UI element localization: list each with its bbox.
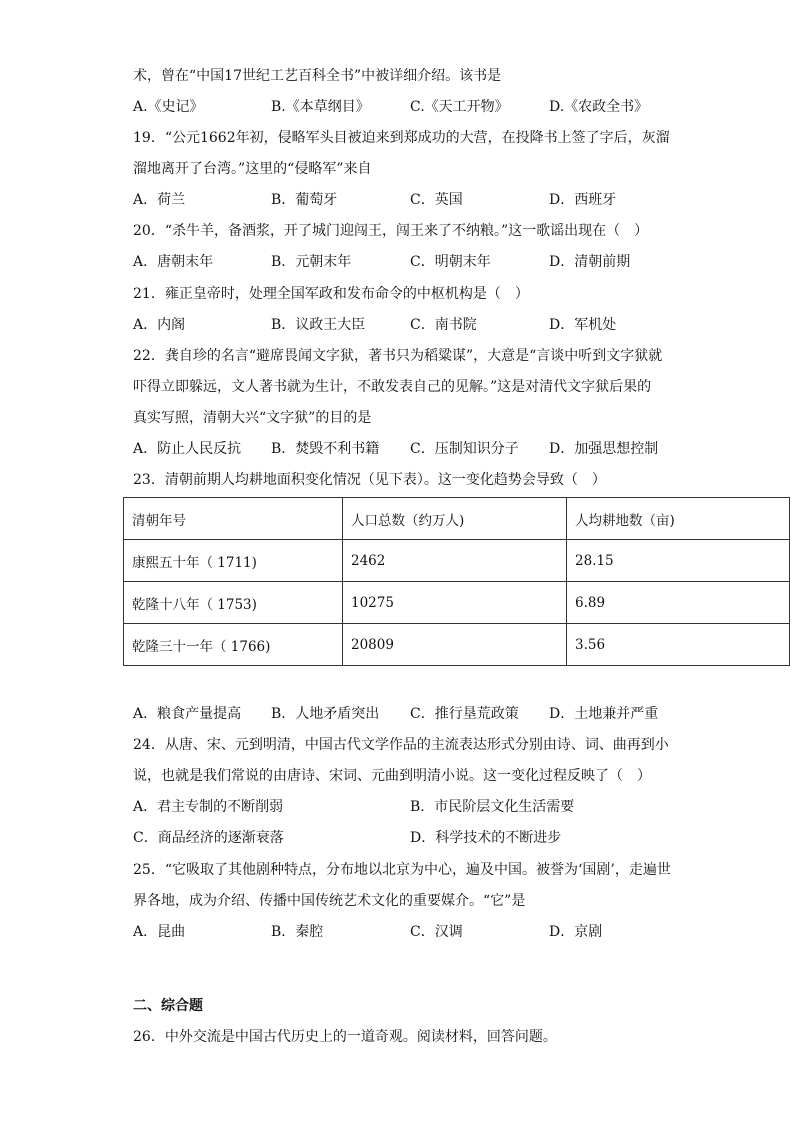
question-22-stem: 22．龚自珍的名言“避席畏闻文字狱，著书只为稻粱谋”，大意是“言谈中听到文字狱就 bbox=[133, 348, 663, 364]
option-a[interactable]: A．内阁 bbox=[133, 317, 186, 333]
option-a[interactable]: A．防止人民反抗 bbox=[133, 441, 242, 457]
option-c[interactable]: C．南书院 bbox=[410, 317, 477, 333]
table-cell: 康熙五十年（ 1711) bbox=[124, 540, 343, 582]
option-c[interactable]: C．汉调 bbox=[410, 924, 463, 940]
option-b[interactable]: B．葡萄牙 bbox=[271, 192, 338, 208]
question-25-stem: 25．“它吸取了其他剧种特点，分布地以北京为中心，遍及中国。被誉为‘国剧’，走遍世 bbox=[133, 862, 671, 878]
option-c[interactable]: C．英国 bbox=[410, 192, 463, 208]
question-18-stem-end: 术，曾在“中国17世纪工艺百科全书”中被详细介绍。该书是 bbox=[133, 68, 502, 84]
option-d[interactable]: D．清朝前期 bbox=[549, 254, 631, 270]
question-23-options bbox=[133, 704, 773, 724]
table-cell: 28.15 bbox=[567, 540, 790, 582]
option-d[interactable]: D．科学技术的不断进步 bbox=[410, 830, 562, 846]
question-19-options bbox=[133, 190, 773, 210]
question-19-stem-cont: 溜地离开了台湾。”这里的“侵略军”来自 bbox=[133, 161, 372, 177]
question-24-options-row1 bbox=[133, 797, 773, 817]
option-d[interactable]: D．土地兼并严重 bbox=[549, 706, 659, 722]
question-25-options bbox=[133, 922, 773, 942]
option-d[interactable]: D．京剧 bbox=[549, 924, 603, 940]
question-21-options bbox=[133, 315, 773, 335]
question-19-stem: 19．“公元1662年初，侵略军头目被迫来到郑成功的大营，在投降书上签了字后，灰溜 bbox=[133, 130, 670, 146]
option-a[interactable]: A.《史记》 bbox=[133, 99, 204, 115]
question-20-options bbox=[133, 252, 773, 272]
question-24-options-row2 bbox=[133, 828, 773, 848]
question-21-stem: 21．雍正皇帝时，处理全国军政和发布命令的中枢机构是（ ） bbox=[133, 286, 529, 302]
table-cell: 3.56 bbox=[567, 624, 790, 666]
table-header-cell: 人口总数（约万人) bbox=[343, 498, 567, 540]
table-cell: 乾隆十八年（ 1753) bbox=[124, 582, 343, 624]
option-d[interactable]: D.《农政全书》 bbox=[549, 99, 649, 115]
option-a[interactable]: A．荷兰 bbox=[133, 192, 186, 208]
table-row bbox=[124, 624, 790, 666]
option-c[interactable]: C.《天工开物》 bbox=[410, 99, 509, 115]
table-row bbox=[124, 540, 790, 582]
table-header-cell: 清朝年号 bbox=[124, 498, 343, 540]
question-24-stem-cont: 说，也就是我们常说的由唐诗、宋词、元曲到明清小说。这一变化过程反映了（ ） bbox=[133, 768, 651, 784]
option-a[interactable]: A．唐朝末年 bbox=[133, 254, 214, 270]
question-22-options bbox=[133, 439, 773, 459]
table-cell: 10275 bbox=[343, 582, 567, 624]
option-b[interactable]: B．元朝末年 bbox=[271, 254, 352, 270]
option-d[interactable]: D．西班牙 bbox=[549, 192, 617, 208]
question-22-stem-end: 真实写照，清朝大兴“文字狱”的目的是 bbox=[133, 410, 372, 426]
table-row bbox=[124, 582, 790, 624]
option-c[interactable]: C．推行垦荒政策 bbox=[410, 706, 519, 722]
option-c[interactable]: C．明朝末年 bbox=[410, 254, 491, 270]
table-cell: 20809 bbox=[343, 624, 567, 666]
table-cell: 乾隆三十一年（ 1766) bbox=[124, 624, 343, 666]
question-25-stem-cont: 界各地，成为介绍、传播中国传统艺术文化的重要媒介。“它”是 bbox=[133, 893, 526, 909]
question-22-stem-cont: 吓得立即躲远，文人著书就为生计，不敢发表自己的见解。”这是对清代文字狱后果的 bbox=[133, 379, 652, 395]
option-a[interactable]: A．君主专制的不断削弱 bbox=[133, 799, 284, 815]
option-d[interactable]: D．军机处 bbox=[549, 317, 617, 333]
question-26-stem: 26．中外交流是中国古代历史上的一道奇观。阅读材料，回答问题。 bbox=[133, 1029, 557, 1045]
question-18-options bbox=[133, 97, 773, 117]
table-cell: 2462 bbox=[343, 540, 567, 582]
option-b[interactable]: B．焚毁不利书籍 bbox=[271, 441, 380, 457]
option-d[interactable]: D．加强思想控制 bbox=[549, 441, 659, 457]
option-c[interactable]: C．压制知识分子 bbox=[410, 441, 519, 457]
option-b[interactable]: B．人地矛盾突出 bbox=[271, 706, 380, 722]
option-a[interactable]: A．粮食产量提高 bbox=[133, 706, 242, 722]
question-23-stem: 23．清朝前期人均耕地面积变化情况（见下表）。这一变化趋势会导致（ ） bbox=[133, 472, 606, 488]
table-cell: 6.89 bbox=[567, 582, 790, 624]
option-a[interactable]: A．昆曲 bbox=[133, 924, 186, 940]
option-b[interactable]: B．议政王大臣 bbox=[271, 317, 366, 333]
option-c[interactable]: C．商品经济的逐渐衰落 bbox=[133, 830, 284, 846]
question-24-stem: 24．从唐、宋、元到明清，中国古代文学作品的主流表达形式分别由诗、词、曲再到小 bbox=[133, 737, 669, 753]
table-header-row bbox=[124, 498, 790, 540]
table-header-cell: 人均耕地数（亩) bbox=[567, 498, 790, 540]
option-b[interactable]: B．市民阶层文化生活需要 bbox=[410, 799, 575, 815]
farmland-table bbox=[123, 497, 790, 666]
option-b[interactable]: B．秦腔 bbox=[271, 924, 324, 940]
section-heading: 二、综合题 bbox=[133, 998, 203, 1014]
option-b[interactable]: B.《本草纲目》 bbox=[271, 99, 370, 115]
question-20-stem: 20．“杀牛羊，备酒浆，开了城门迎闯王，闯王来了不纳粮。”这一歌谣出现在（ ） bbox=[133, 223, 649, 239]
